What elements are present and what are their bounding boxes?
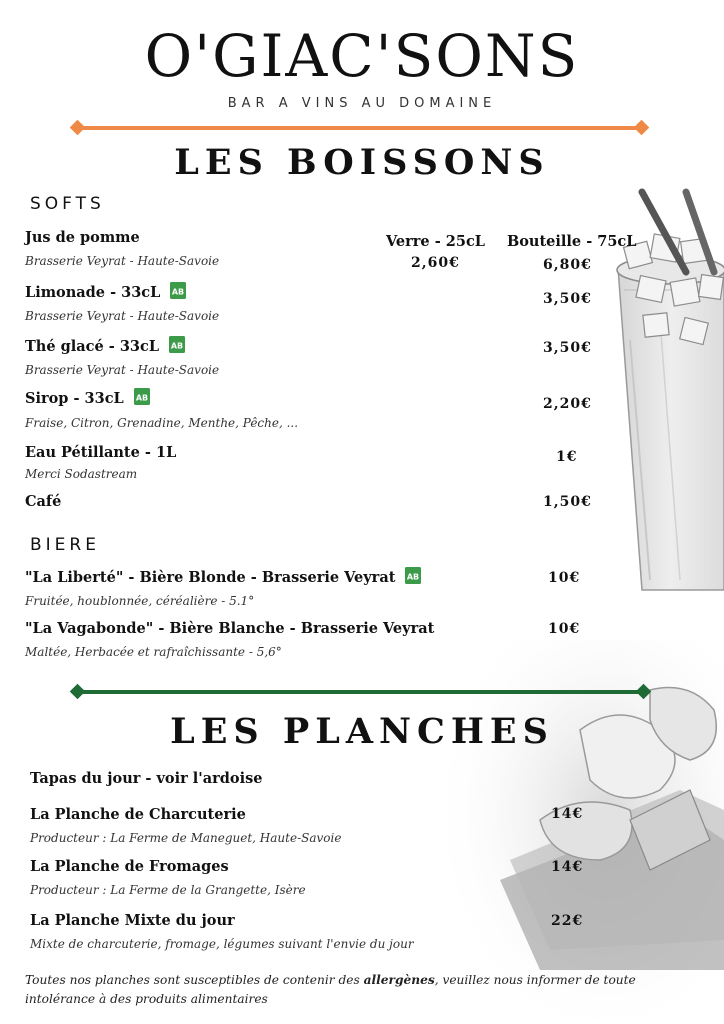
price: 22€ [551, 913, 584, 929]
cheese-board-illustration [430, 640, 724, 1024]
menu-item-desc: Brasserie Veyrat - Haute-Savoie [25, 363, 220, 377]
price: 6,80€ [543, 257, 592, 273]
menu-item-name: "La Liberté" - Bière Blonde - Brasserie Veyrat AB [25, 569, 421, 587]
green-divider [80, 690, 642, 694]
svg-text:AB: AB [135, 393, 148, 402]
menu-item-name: Sirop - 33cL AB [25, 390, 150, 408]
menu-item-desc: Maltée, Herbacée et rafraîchissante - 5,6° [25, 645, 282, 659]
tagline: BAR A VINS AU DOMAINE [227, 96, 497, 111]
col-bottle-header: Bouteille - 75cL [507, 233, 637, 250]
menu-item-name: Eau Pétillante - 1L [25, 444, 177, 461]
price: 14€ [551, 859, 584, 875]
price: 10€ [548, 621, 581, 637]
price: 1€ [556, 449, 578, 465]
orange-divider [80, 126, 640, 130]
svg-text:AB: AB [170, 341, 184, 350]
price: 3,50€ [543, 340, 592, 356]
boissons-title: LES BOISSONS [174, 142, 550, 183]
menu-item-desc: Fruitée, houblonnée, céréalière - 5.1° [25, 594, 255, 608]
organic-label-icon [405, 567, 421, 584]
softs-heading: SOFTS [30, 194, 105, 214]
biere-heading: BIERE [30, 535, 100, 555]
diamond-left-icon [70, 120, 86, 136]
menu-item-desc: Brasserie Veyrat - Haute-Savoie [25, 254, 220, 268]
menu-item-desc: Producteur : La Ferme de Maneguet, Haute-Savoie [30, 831, 342, 845]
menu-item-name: La Planche de Fromages [30, 858, 229, 875]
svg-text:AB: AB [172, 287, 185, 296]
menu-item-name: La Planche Mixte du jour [30, 912, 235, 929]
tapas-line: Tapas du jour - voir l'ardoise [30, 770, 263, 787]
menu-item-desc: Mixte de charcuterie, fromage, légumes suivant l'envie du jour [30, 937, 414, 951]
price-glass: 2,60€ [411, 255, 460, 271]
menu-item-name: Jus de pomme [25, 229, 140, 246]
organic-label-icon [170, 282, 186, 299]
price: 10€ [548, 570, 581, 586]
organic-label-icon [169, 336, 185, 353]
menu-item-desc: Brasserie Veyrat - Haute-Savoie [25, 309, 220, 323]
price: 14€ [551, 806, 584, 822]
logo: O'GIAC'SONS [144, 22, 580, 90]
organic-label-icon [134, 388, 150, 405]
menu-item-name: Thé glacé - 33cL AB [25, 338, 185, 356]
menu-item-desc: Producteur : La Ferme de la Grangette, Isère [30, 883, 306, 897]
menu-item-name: Café [25, 493, 62, 510]
planches-title: LES PLANCHES [170, 711, 554, 752]
diamond-left-icon [70, 684, 86, 700]
price: 3,50€ [543, 291, 592, 307]
menu-item-name: "La Vagabonde" - Bière Blanche - Brasserie Veyrat [25, 620, 435, 637]
allergen-note: Toutes nos planches sont susceptibles de contenir des allergènes, veuillez nous informer de toute intolérance à des produits alimentaires [25, 973, 636, 1006]
menu-item-desc: Fraise, Citron, Grenadine, Menthe, Pêche, ... [25, 416, 299, 430]
price: 1,50€ [543, 494, 592, 510]
diamond-right-icon [634, 120, 650, 136]
menu-item-name: La Planche de Charcuterie [30, 806, 246, 823]
menu-item-name: Limonade - 33cL AB [25, 284, 186, 302]
svg-text:AB: AB [407, 572, 420, 581]
col-glass-header: Verre - 25cL [386, 233, 485, 250]
price: 2,20€ [543, 396, 592, 412]
menu-item-desc: Merci Sodastream [25, 467, 138, 481]
